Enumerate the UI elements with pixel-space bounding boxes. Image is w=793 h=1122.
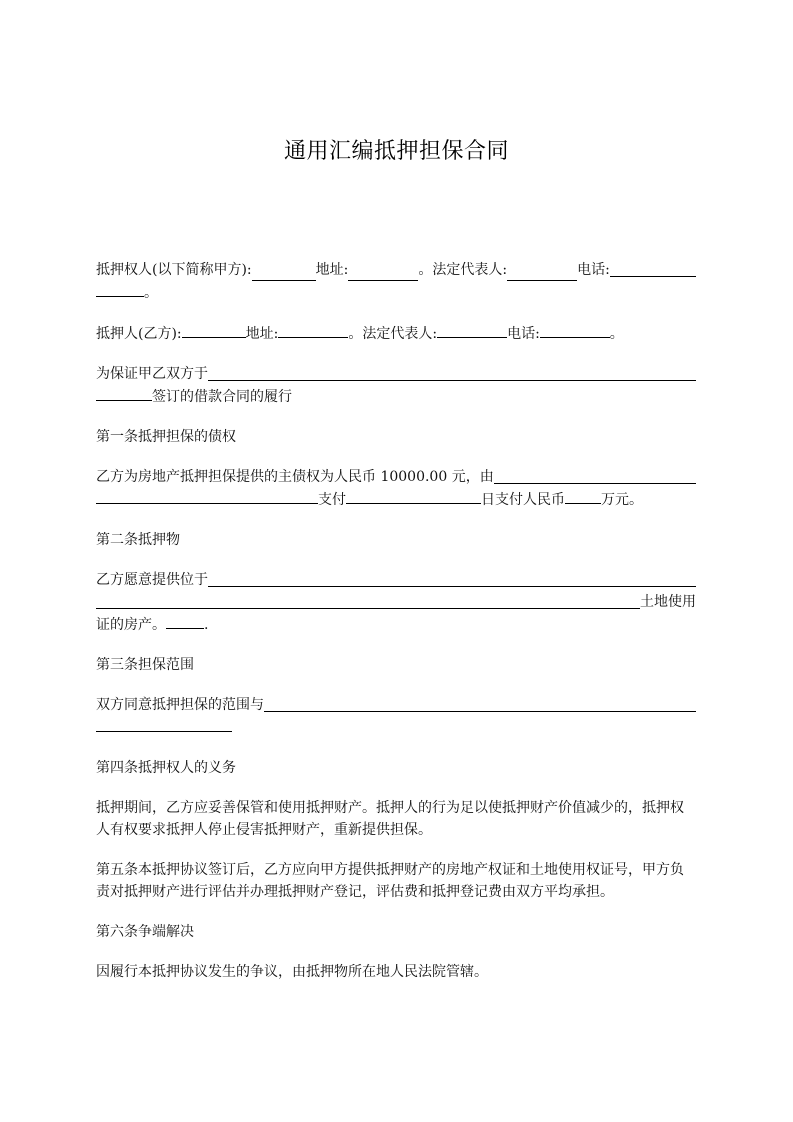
article2-heading: 第二条抵押物: [96, 532, 180, 548]
purpose-start: 为保证甲乙双方于: [96, 366, 208, 382]
party-a-label: 抵押权人(以下简称甲方):: [96, 262, 252, 278]
article6-heading: 第六条争端解决: [96, 924, 194, 940]
party-b-separator: 。: [348, 326, 363, 342]
article1-date-blank[interactable]: [346, 488, 481, 504]
purpose-date-blank[interactable]: [208, 365, 696, 381]
article1-payer-blank-cont[interactable]: [96, 488, 318, 504]
party-b-address-blank[interactable]: [278, 322, 348, 338]
article6-text: 因履行本抵押协议发生的争议，由抵押物所在地人民法院管辖。: [96, 964, 488, 980]
purpose-paragraph: [96, 363, 696, 408]
party-b-label: 抵押人(乙方):: [96, 326, 182, 342]
article1-paragraph: [96, 466, 696, 511]
article4-text: 抵押期间，乙方应妥善保管和使用抵押财产。抵押人的行为足以使抵押财产价值减少的，抵押权人有权要求抵押人停止侵害抵押财产，重新提供担保。: [96, 800, 684, 838]
party-a-address-label: 地址:: [315, 262, 349, 278]
party-a-separator: 。: [418, 262, 433, 278]
article2-start: 乙方愿意提供位于: [96, 572, 208, 588]
party-a-name-blank[interactable]: [252, 265, 316, 281]
party-a-address-blank[interactable]: [348, 265, 418, 281]
party-a-paragraph: [96, 259, 696, 304]
article3-scope-blank-cont[interactable]: [96, 716, 232, 732]
article4-heading: 第四条抵押权人的义务: [96, 760, 236, 776]
party-b-rep-blank[interactable]: [437, 322, 507, 338]
article1-payer-blank[interactable]: [494, 468, 696, 484]
article1-pay: 支付: [318, 492, 346, 508]
article3-heading: 第三条担保范围: [96, 657, 194, 673]
article2-location-blank[interactable]: [208, 571, 696, 587]
article2-paragraph: [96, 569, 696, 636]
article1-start: 乙方为房地产抵押担保提供的主债权为人民币 10000.00 元，由: [96, 469, 494, 485]
party-b-rep-label: 法定代表人:: [362, 326, 438, 342]
article1-heading: 第一条抵押担保的债权: [96, 429, 236, 445]
article3-paragraph: [96, 694, 696, 739]
article1-day: 日支付人民币: [481, 492, 565, 508]
article3-scope-blank[interactable]: [264, 696, 696, 712]
party-a-phone-blank-cont[interactable]: [96, 281, 144, 297]
party-b-paragraph: [96, 322, 696, 345]
party-a-rep-blank[interactable]: [507, 265, 577, 281]
party-b-end: 。: [609, 326, 624, 342]
document-body: [96, 259, 696, 1001]
party-a-phone-blank[interactable]: [610, 261, 696, 277]
document-title: 通用汇编抵押担保合同: [283, 139, 509, 164]
party-a-rep-label: 法定代表人:: [432, 262, 508, 278]
article3-start: 双方同意抵押担保的范围与: [96, 697, 264, 713]
article5-text: 第五条本抵押协议签订后，乙方应向甲方提供抵押财产的房地产权证和土地使用权证号，甲方负责对抵押财产进行评估并办理抵押财产登记，评估费和抵押登记费由双方平均承担。: [96, 862, 684, 900]
party-b-phone-blank[interactable]: [540, 322, 610, 338]
article2-location-blank-cont[interactable]: [96, 593, 640, 609]
article2-period: .: [204, 617, 209, 633]
purpose-date-blank-cont[interactable]: [96, 385, 152, 401]
party-b-address-label: 地址:: [245, 326, 279, 342]
purpose-end: 签订的借款合同的履行: [152, 389, 292, 405]
article1-amount-blank[interactable]: [565, 488, 601, 504]
party-a-phone-label: 电话:: [577, 262, 610, 278]
article2-cert-blank[interactable]: [166, 613, 204, 629]
party-b-name-blank[interactable]: [182, 322, 246, 338]
party-a-end: 。: [144, 285, 158, 301]
article2-cert: 证的房产。: [96, 617, 166, 633]
article1-unit: 万元。: [601, 492, 643, 508]
party-b-phone-label: 电话:: [507, 326, 540, 342]
article2-land: 土地使用: [640, 594, 696, 610]
